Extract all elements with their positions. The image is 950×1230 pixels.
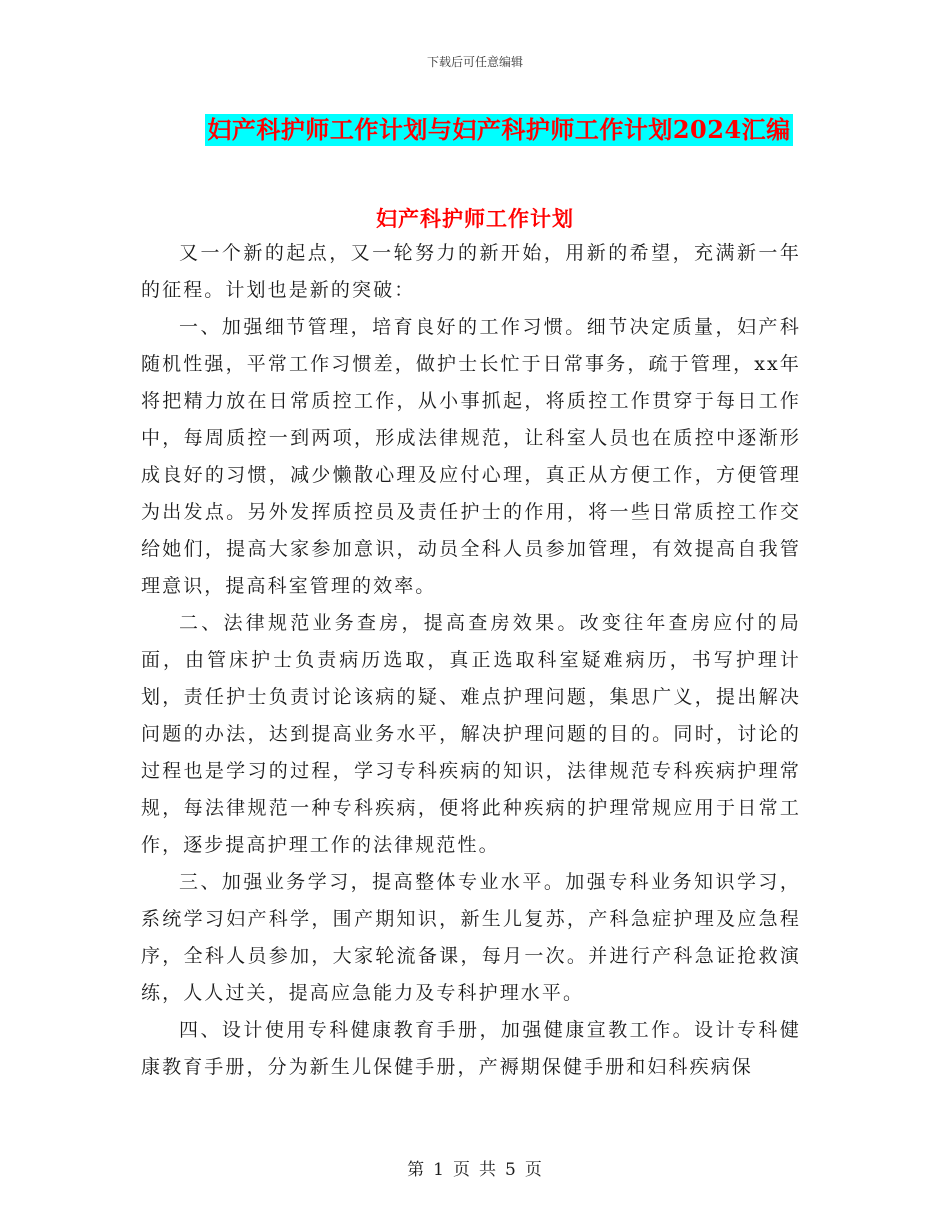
document-body bbox=[141, 216, 801, 1086]
footer-suffix: 页 bbox=[524, 1160, 543, 1180]
page-footer bbox=[0, 1155, 950, 1180]
paragraph-3: 三、加强业务学习，提高整体专业水平。加强专科业务知识学习，系统学习妇产科学，围产期知识，新生儿复苏，产科急症护理及应急程序，全科人员参加，大家轮流备课，每月一次。并进行产科急证抢救演练，人人过关，提高应急能力及专科护理水平。 bbox=[141, 871, 801, 1004]
footer-page-label: 页 bbox=[453, 1160, 471, 1180]
header-note: 下载后可任意编辑 bbox=[426, 55, 523, 69]
doc-title: 妇产科护师工作计划与妇产科护师工作计划2024汇编 bbox=[207, 115, 791, 144]
paragraph-intro: 又一个新的起点，又一轮努力的新开始，用新的希望，充满新一年的征程。计划也是新的突破： bbox=[141, 242, 801, 301]
footer-prefix: 第 bbox=[407, 1160, 426, 1180]
paragraph-1: 一、加强细节管理，培育良好的工作习惯。细节决定质量，妇产科随机性强，平常工作习惯差，做护士长忙于日常事务，疏于管理，xx年将把精力放在日常质控工作，从小事抓起，将质控工作贯穿于每日工作中，每周质控一到两项，形成法律规范，让科室人员也在质控中逐渐形成良好的习惯，减少懒散心理及应付心理，真正从方便工作，方便管理为出发点。另外发挥质控员及责任护士的作用，将一些日常质控工作交给她们，提高大家参加意识，动员全科人员参加管理，有效提高自我管理意识，提高科室管理的效率。 bbox=[141, 316, 801, 597]
paragraph-4: 四、设计使用专科健康教育手册，加强健康宣教工作。设计专科健康教育手册，分为新生儿保健手册，产褥期保健手册和妇科疾病保 bbox=[141, 1019, 801, 1078]
section-title: 妇产科护师工作计划 bbox=[376, 206, 574, 231]
footer-of: 共 bbox=[479, 1160, 497, 1180]
footer-page-number: 1 bbox=[433, 1160, 445, 1180]
footer-total-pages: 5 bbox=[505, 1160, 517, 1180]
paragraph-2: 二、法律规范业务查房，提高查房效果。改变往年查房应付的局面，由管床护士负责病历选取，真正选取科室疑难病历，书写护理计划，责任护士负责讨论该病的疑、难点护理问题，集思广义，提出解决问题的办法，达到提高业务水平，解决护理问题的目的。同时，讨论的过程也是学习的过程，学习专科疾病的知识，法律规范专科疾病护理常规，每法律规范一种专科疾病，便将此种疾病的护理常规应用于日常工作，逐步提高护理工作的法律规范性。 bbox=[141, 612, 801, 856]
doc-title-container bbox=[0, 114, 950, 146]
